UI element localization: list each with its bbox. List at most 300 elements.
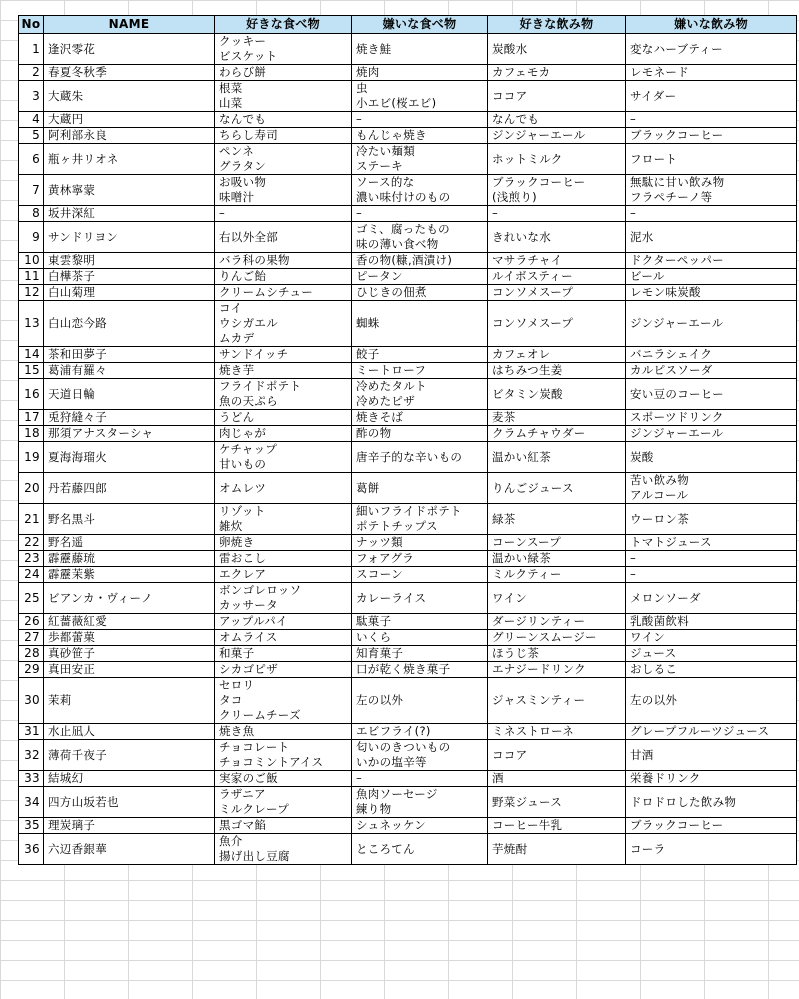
cell-line: – — [630, 112, 637, 126]
dislike-food-cell[interactable] — [352, 34, 488, 65]
like-drink-cell[interactable] — [488, 222, 626, 253]
name-cell[interactable]: 葛浦有羅々 — [44, 363, 215, 379]
dislike-food-cell[interactable] — [352, 583, 488, 614]
cell-line: ワイン — [492, 590, 528, 605]
header-dislike-drink[interactable]: 嫌いな飲み物 — [626, 16, 797, 34]
dislike-drink-cell[interactable] — [626, 426, 797, 442]
like-drink-cell[interactable] — [488, 818, 626, 834]
cell-line: コイ — [219, 301, 243, 315]
dislike-food-cell[interactable] — [352, 740, 488, 771]
dislike-drink-cell[interactable] — [626, 65, 797, 81]
dislike-food-cell[interactable] — [352, 504, 488, 535]
dislike-food-cell[interactable] — [352, 678, 488, 724]
like-food-cell[interactable] — [215, 222, 352, 253]
cell-line: なんでも — [492, 112, 540, 126]
row-number-cell[interactable]: 21 — [19, 504, 44, 535]
like-drink-cell[interactable] — [488, 347, 626, 363]
dislike-drink-cell[interactable] — [626, 504, 797, 535]
row-number-cell[interactable]: 1 — [19, 34, 44, 65]
cell-line: 緑茶 — [492, 511, 516, 526]
cell-line: タコ — [219, 693, 243, 707]
cell-line: 冷めたピザ — [356, 394, 415, 408]
like-food-cell[interactable] — [215, 771, 352, 787]
cell-line: カフェオレ — [492, 347, 551, 361]
table-row — [19, 630, 797, 646]
cell-line: 濃い味付けのもの — [356, 190, 451, 204]
name-cell[interactable]: サンドリヨン — [44, 222, 215, 253]
name-cell[interactable]: 霹靂茉紫 — [44, 567, 215, 583]
like-drink-cell[interactable] — [488, 65, 626, 81]
row-number-cell[interactable]: 25 — [19, 583, 44, 614]
dislike-drink-cell[interactable] — [626, 740, 797, 771]
like-food-cell[interactable] — [215, 269, 352, 285]
like-food-cell[interactable] — [215, 614, 352, 630]
name-cell[interactable]: 結城幻 — [44, 771, 215, 787]
like-food-cell[interactable] — [215, 363, 352, 379]
like-drink-cell[interactable] — [488, 630, 626, 646]
like-food-cell[interactable] — [215, 567, 352, 583]
name-cell[interactable]: 夏海海瑠火 — [44, 442, 215, 473]
cell-line: 左の以外 — [356, 693, 404, 707]
row-number-cell[interactable]: 36 — [19, 834, 44, 865]
name-cell[interactable]: 野名黒斗 — [44, 504, 215, 535]
row-number-cell[interactable]: 34 — [19, 787, 44, 818]
header-row — [19, 16, 797, 34]
cell-line: マサラチャイ — [492, 253, 563, 267]
cell-line: ブラックコーヒー — [630, 818, 724, 832]
name-cell[interactable]: 阿利部永良 — [44, 128, 215, 144]
dislike-food-cell[interactable] — [352, 771, 488, 787]
like-food-cell[interactable] — [215, 285, 352, 301]
cell-line: 口が乾く焼き菓子 — [356, 662, 451, 676]
like-food-cell[interactable] — [215, 81, 352, 112]
cell-line: – — [630, 551, 637, 565]
row-number-cell[interactable]: 18 — [19, 426, 44, 442]
cell-line: 泥水 — [630, 229, 654, 244]
like-food-cell[interactable] — [215, 301, 352, 347]
dislike-drink-cell[interactable] — [626, 285, 797, 301]
like-drink-cell[interactable] — [488, 771, 626, 787]
cell-line: クリームシチュー — [219, 285, 314, 299]
cell-line: 肉じゃが — [219, 426, 267, 440]
cell-line: ブラックコーヒー — [492, 175, 586, 189]
row-number-cell[interactable]: 2 — [19, 65, 44, 81]
like-food-cell[interactable] — [215, 128, 352, 144]
dislike-food-cell[interactable] — [352, 206, 488, 222]
like-food-cell[interactable] — [215, 379, 352, 410]
table-row — [19, 567, 797, 583]
name-cell[interactable]: 茶和田夢子 — [44, 347, 215, 363]
cell-line: フライドポテト — [219, 379, 302, 393]
table-row — [19, 206, 797, 222]
name-cell[interactable]: 黄林寧蒙 — [44, 175, 215, 206]
cell-line: ウーロン茶 — [630, 511, 689, 526]
row-number-cell[interactable]: 23 — [19, 551, 44, 567]
like-drink-cell[interactable] — [488, 662, 626, 678]
row-number-cell[interactable]: 6 — [19, 144, 44, 175]
like-food-cell[interactable] — [215, 583, 352, 614]
like-food-cell[interactable] — [215, 206, 352, 222]
table-row — [19, 724, 797, 740]
cell-line: サンドイッチ — [219, 347, 289, 361]
dislike-drink-cell[interactable] — [626, 222, 797, 253]
like-drink-cell[interactable] — [488, 535, 626, 551]
dislike-drink-cell[interactable] — [626, 206, 797, 222]
dislike-food-cell[interactable] — [352, 551, 488, 567]
name-cell[interactable]: 兎狩縫々子 — [44, 410, 215, 426]
dislike-drink-cell[interactable] — [626, 834, 797, 865]
like-food-cell[interactable] — [215, 535, 352, 551]
dislike-food-cell[interactable] — [352, 253, 488, 269]
dislike-food-cell[interactable] — [352, 818, 488, 834]
name-cell[interactable]: 白樺茶子 — [44, 269, 215, 285]
row-number-cell[interactable]: 11 — [19, 269, 44, 285]
like-food-cell[interactable] — [215, 473, 352, 504]
dislike-drink-cell[interactable] — [626, 662, 797, 678]
cell-line: わらび餅 — [219, 65, 267, 79]
cell-line: (浅煎り) — [492, 190, 537, 204]
name-cell[interactable]: 東雲黎明 — [44, 253, 215, 269]
row-number-cell[interactable]: 20 — [19, 473, 44, 504]
row-number-cell[interactable]: 5 — [19, 128, 44, 144]
dislike-drink-cell[interactable] — [626, 473, 797, 504]
like-food-cell[interactable] — [215, 724, 352, 740]
like-drink-cell[interactable] — [488, 646, 626, 662]
like-drink-cell[interactable] — [488, 269, 626, 285]
row-number-cell[interactable]: 3 — [19, 81, 44, 112]
table-row — [19, 269, 797, 285]
cell-line: おしるこ — [630, 662, 678, 676]
dislike-drink-cell[interactable] — [626, 34, 797, 65]
dislike-drink-cell[interactable] — [626, 301, 797, 347]
row-number-cell[interactable]: 13 — [19, 301, 44, 347]
cell-line: アルコール — [630, 488, 689, 502]
dislike-drink-cell[interactable] — [626, 128, 797, 144]
cell-line: サイダー — [630, 88, 677, 103]
like-food-cell[interactable] — [215, 34, 352, 65]
like-drink-cell[interactable] — [488, 175, 626, 206]
table-row — [19, 222, 797, 253]
dislike-drink-cell[interactable] — [626, 347, 797, 363]
cell-line: ピータン — [356, 269, 403, 283]
dislike-drink-cell[interactable] — [626, 410, 797, 426]
name-cell[interactable]: 歩都蕾菓 — [44, 630, 215, 646]
like-food-cell[interactable] — [215, 740, 352, 771]
like-food-cell[interactable] — [215, 112, 352, 128]
like-food-cell[interactable] — [215, 630, 352, 646]
dislike-food-cell[interactable] — [352, 662, 488, 678]
row-number-cell[interactable]: 14 — [19, 347, 44, 363]
dislike-drink-cell[interactable] — [626, 442, 797, 473]
cell-line: ジャスミンティー — [492, 693, 586, 707]
row-number-cell[interactable]: 30 — [19, 678, 44, 724]
row-number-cell[interactable]: 22 — [19, 535, 44, 551]
dislike-drink-cell[interactable] — [626, 363, 797, 379]
table-row — [19, 410, 797, 426]
dislike-food-cell[interactable] — [352, 614, 488, 630]
row-number-cell[interactable]: 19 — [19, 442, 44, 473]
table-row — [19, 771, 797, 787]
like-food-cell[interactable] — [215, 347, 352, 363]
name-cell[interactable]: 紅薔薇紅愛 — [44, 614, 215, 630]
dislike-food-cell[interactable] — [352, 630, 488, 646]
header-dislike-food[interactable]: 嫌いな食べ物 — [352, 16, 488, 34]
cell-line: トマトジュース — [630, 535, 712, 549]
cell-line: ソース的な — [356, 175, 415, 189]
name-cell[interactable]: 逢沢零花 — [44, 34, 215, 65]
like-food-cell[interactable] — [215, 678, 352, 724]
dislike-food-cell[interactable] — [352, 269, 488, 285]
dislike-food-cell[interactable] — [352, 379, 488, 410]
cell-line: ひじきの佃煮 — [356, 285, 427, 299]
like-food-cell[interactable] — [215, 662, 352, 678]
row-number-cell[interactable]: 35 — [19, 818, 44, 834]
name-cell[interactable]: 野名遥 — [44, 535, 215, 551]
cell-line: クッキー — [219, 34, 267, 48]
dislike-food-cell[interactable] — [352, 128, 488, 144]
dislike-food-cell[interactable] — [352, 144, 488, 175]
dislike-drink-cell[interactable] — [626, 112, 797, 128]
like-drink-cell[interactable] — [488, 787, 626, 818]
dislike-food-cell[interactable] — [352, 834, 488, 865]
name-cell[interactable]: 春夏冬秋季 — [44, 65, 215, 81]
row-number-cell[interactable]: 16 — [19, 379, 44, 410]
dislike-drink-cell[interactable] — [626, 253, 797, 269]
like-drink-cell[interactable] — [488, 724, 626, 740]
like-food-cell[interactable] — [215, 787, 352, 818]
cell-line: リゾット — [219, 504, 266, 518]
row-number-cell[interactable]: 15 — [19, 363, 44, 379]
cell-line: ムカデ — [219, 331, 255, 345]
cell-line: 甘いもの — [219, 457, 267, 471]
header-like-food[interactable]: 好きな食べ物 — [215, 16, 352, 34]
row-number-cell[interactable]: 32 — [19, 740, 44, 771]
cell-line: ダージリンティー — [492, 614, 586, 628]
name-cell[interactable]: 瓶ヶ井リオネ — [44, 144, 215, 175]
row-number-cell[interactable]: 7 — [19, 175, 44, 206]
cell-line: ドクターペッパー — [630, 253, 724, 267]
dislike-food-cell[interactable] — [352, 473, 488, 504]
name-cell[interactable]: 大蔵円 — [44, 112, 215, 128]
name-cell[interactable]: 薄荷千夜子 — [44, 740, 215, 771]
header-no[interactable]: No — [19, 16, 44, 34]
cell-line: 山菜 — [219, 96, 243, 110]
cell-line: グレープフルーツジュース — [630, 724, 770, 738]
like-drink-cell[interactable] — [488, 379, 626, 410]
dislike-drink-cell[interactable] — [626, 269, 797, 285]
like-food-cell[interactable] — [215, 646, 352, 662]
dislike-food-cell[interactable] — [352, 724, 488, 740]
cell-line: ビール — [630, 269, 665, 283]
cell-line: ミネストローネ — [492, 724, 575, 738]
like-drink-cell[interactable] — [488, 253, 626, 269]
like-drink-cell[interactable] — [488, 363, 626, 379]
cell-line: 黒ゴマ餡 — [219, 818, 267, 832]
like-drink-cell[interactable] — [488, 614, 626, 630]
table-row — [19, 81, 797, 112]
like-drink-cell[interactable] — [488, 426, 626, 442]
dislike-drink-cell[interactable] — [626, 724, 797, 740]
like-food-cell[interactable] — [215, 144, 352, 175]
cell-line: 魚の天ぷら — [219, 394, 278, 408]
dislike-drink-cell[interactable] — [626, 81, 797, 112]
dislike-food-cell[interactable] — [352, 410, 488, 426]
like-drink-cell[interactable] — [488, 583, 626, 614]
dislike-drink-cell[interactable] — [626, 787, 797, 818]
like-drink-cell[interactable] — [488, 34, 626, 65]
dislike-food-cell[interactable] — [352, 222, 488, 253]
name-cell[interactable]: 六辺香銀華 — [44, 834, 215, 865]
like-food-cell[interactable] — [215, 504, 352, 535]
like-drink-cell[interactable] — [488, 128, 626, 144]
dislike-drink-cell[interactable] — [626, 144, 797, 175]
row-number-cell[interactable]: 10 — [19, 253, 44, 269]
dislike-food-cell[interactable] — [352, 535, 488, 551]
dislike-food-cell[interactable] — [352, 567, 488, 583]
like-drink-cell[interactable] — [488, 551, 626, 567]
dislike-food-cell[interactable] — [352, 301, 488, 347]
dislike-food-cell[interactable] — [352, 363, 488, 379]
row-number-cell[interactable]: 29 — [19, 662, 44, 678]
row-number-cell[interactable]: 24 — [19, 567, 44, 583]
cell-line: ステーキ — [356, 159, 403, 173]
like-drink-cell[interactable] — [488, 834, 626, 865]
like-food-cell[interactable] — [215, 426, 352, 442]
dislike-food-cell[interactable] — [352, 175, 488, 206]
dislike-food-cell[interactable] — [352, 426, 488, 442]
row-number-cell[interactable]: 8 — [19, 206, 44, 222]
row-number-cell[interactable]: 12 — [19, 285, 44, 301]
like-drink-cell[interactable] — [488, 567, 626, 583]
cell-line: 栄養ドリンク — [630, 771, 701, 785]
like-food-cell[interactable] — [215, 442, 352, 473]
name-cell[interactable]: 真田安正 — [44, 662, 215, 678]
cell-line: コーンスープ — [492, 535, 562, 549]
cell-line: コンソメスープ — [492, 285, 574, 299]
row-number-cell[interactable]: 33 — [19, 771, 44, 787]
cell-line: シュネッケン — [356, 818, 426, 832]
dislike-drink-cell[interactable] — [626, 678, 797, 724]
name-cell[interactable]: 四方山坂若也 — [44, 787, 215, 818]
name-cell[interactable]: 坂井深紅 — [44, 206, 215, 222]
dislike-drink-cell[interactable] — [626, 583, 797, 614]
name-cell[interactable]: 白山菊理 — [44, 285, 215, 301]
name-cell[interactable]: 天道日輪 — [44, 379, 215, 410]
table-row — [19, 834, 797, 865]
cell-line: 温かい紅茶 — [492, 449, 551, 464]
like-drink-cell[interactable] — [488, 473, 626, 504]
dislike-food-cell[interactable] — [352, 65, 488, 81]
name-cell[interactable]: ビアンカ・ヴィーノ — [44, 583, 215, 614]
like-food-cell[interactable] — [215, 65, 352, 81]
dislike-food-cell[interactable] — [352, 646, 488, 662]
cell-line: ホットミルク — [492, 151, 563, 166]
cell-line: 右以外全部 — [219, 229, 278, 244]
cell-line: 匂いのきついもの — [356, 740, 451, 754]
dislike-food-cell[interactable] — [352, 285, 488, 301]
like-drink-cell[interactable] — [488, 144, 626, 175]
row-number-cell[interactable]: 31 — [19, 724, 44, 740]
dislike-drink-cell[interactable] — [626, 646, 797, 662]
dislike-drink-cell[interactable] — [626, 379, 797, 410]
header-name[interactable]: NAME — [44, 16, 215, 34]
table-row — [19, 473, 797, 504]
table-row — [19, 65, 797, 81]
cell-line: 冷たい麺類 — [356, 144, 415, 158]
like-drink-cell[interactable] — [488, 81, 626, 112]
name-cell[interactable]: 真砂笹子 — [44, 646, 215, 662]
like-drink-cell[interactable] — [488, 678, 626, 724]
like-drink-cell[interactable] — [488, 740, 626, 771]
like-food-cell[interactable] — [215, 834, 352, 865]
dislike-drink-cell[interactable] — [626, 175, 797, 206]
name-cell[interactable]: 大蔵朱 — [44, 81, 215, 112]
name-cell[interactable]: 茉莉 — [44, 678, 215, 724]
dislike-food-cell[interactable] — [352, 112, 488, 128]
name-cell[interactable]: 理炭璃子 — [44, 818, 215, 834]
row-number-cell[interactable]: 26 — [19, 614, 44, 630]
like-food-cell[interactable] — [215, 818, 352, 834]
like-drink-cell[interactable] — [488, 410, 626, 426]
cell-line: 虫 — [356, 81, 368, 95]
dislike-drink-cell[interactable] — [626, 614, 797, 630]
dislike-drink-cell[interactable] — [626, 630, 797, 646]
cell-line: 安い豆のコーヒー — [630, 386, 724, 401]
like-drink-cell[interactable] — [488, 301, 626, 347]
table-row — [19, 253, 797, 269]
cell-line: 根菜 — [219, 81, 243, 95]
like-food-cell[interactable] — [215, 253, 352, 269]
dislike-drink-cell[interactable] — [626, 567, 797, 583]
cell-line: オムライス — [219, 630, 278, 644]
dislike-food-cell[interactable] — [352, 347, 488, 363]
row-number-cell[interactable]: 17 — [19, 410, 44, 426]
like-food-cell[interactable] — [215, 175, 352, 206]
like-food-cell[interactable] — [215, 410, 352, 426]
row-number-cell[interactable]: 9 — [19, 222, 44, 253]
name-cell[interactable]: 霹靂藤琉 — [44, 551, 215, 567]
cell-line: ブラックコーヒー — [630, 128, 724, 142]
like-drink-cell[interactable] — [488, 206, 626, 222]
cell-line: ほうじ茶 — [492, 646, 540, 660]
cell-line: 焼肉 — [356, 65, 380, 79]
dislike-food-cell[interactable] — [352, 787, 488, 818]
cell-line: なんでも — [219, 112, 267, 126]
name-cell[interactable]: 白山恋今路 — [44, 301, 215, 347]
dislike-food-cell[interactable] — [352, 81, 488, 112]
row-number-cell[interactable]: 28 — [19, 646, 44, 662]
header-like-drink[interactable]: 好きな飲み物 — [488, 16, 626, 34]
dislike-drink-cell[interactable] — [626, 551, 797, 567]
name-cell[interactable]: 水止凪人 — [44, 724, 215, 740]
name-cell[interactable]: 丹若藤四郎 — [44, 473, 215, 504]
dislike-drink-cell[interactable] — [626, 818, 797, 834]
like-drink-cell[interactable] — [488, 285, 626, 301]
dislike-food-cell[interactable] — [352, 442, 488, 473]
like-drink-cell[interactable] — [488, 442, 626, 473]
cell-line: いくら — [356, 630, 392, 644]
name-cell[interactable]: 那須アナスターシャ — [44, 426, 215, 442]
dislike-drink-cell[interactable] — [626, 535, 797, 551]
like-drink-cell[interactable] — [488, 112, 626, 128]
cell-line: 葛餅 — [356, 480, 380, 495]
dislike-drink-cell[interactable] — [626, 771, 797, 787]
like-drink-cell[interactable] — [488, 504, 626, 535]
row-number-cell[interactable]: 4 — [19, 112, 44, 128]
like-food-cell[interactable] — [215, 551, 352, 567]
cell-line: チョコミントアイス — [219, 755, 324, 769]
row-number-cell[interactable]: 27 — [19, 630, 44, 646]
